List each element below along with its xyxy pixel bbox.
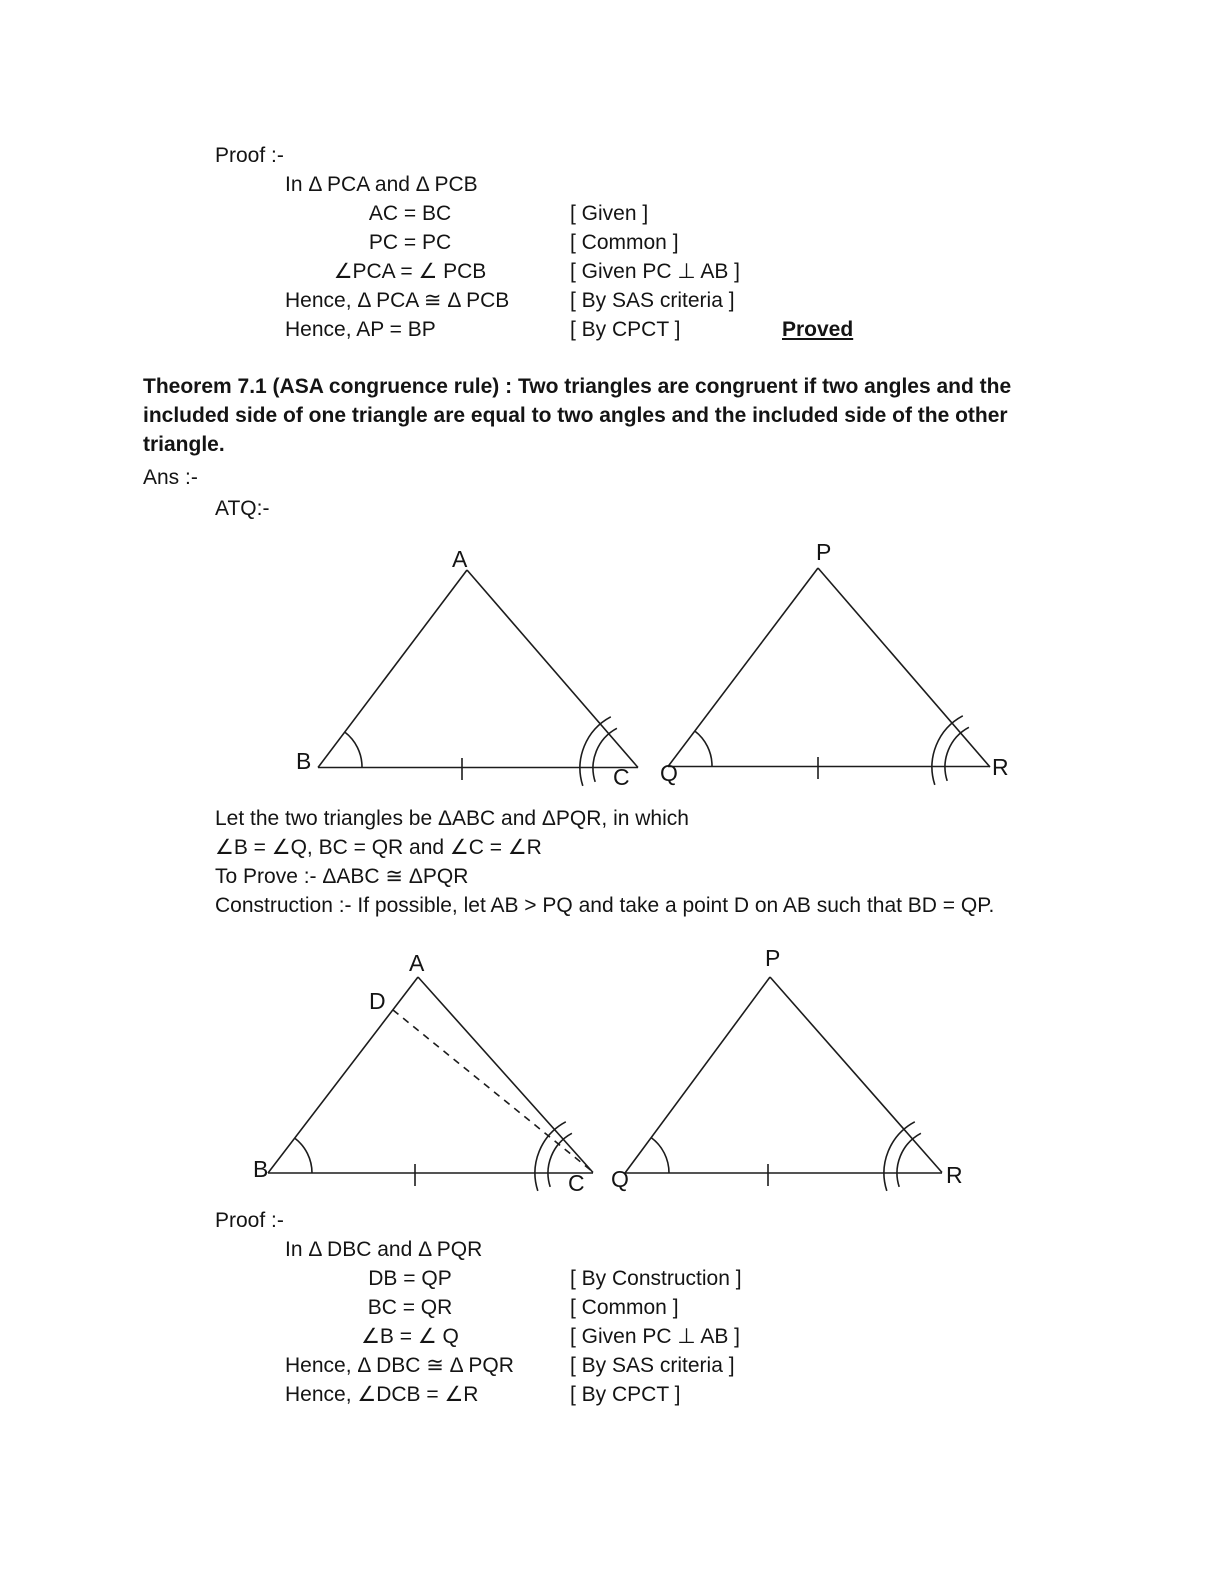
proof-row bbox=[215, 315, 853, 344]
proof-reason: [ Given ] bbox=[570, 202, 649, 225]
side-ba bbox=[318, 570, 467, 768]
proof-section-1 bbox=[215, 141, 853, 344]
side-ac bbox=[467, 570, 638, 768]
statement-line: Let the two triangles be ΔABC and ΔPQR, in which bbox=[215, 807, 689, 830]
proof-row bbox=[215, 199, 853, 228]
proof-statement: ∠B = ∠ Q bbox=[361, 1325, 459, 1348]
side-ba bbox=[268, 977, 418, 1173]
vertex-label-q2: Q bbox=[611, 1166, 629, 1192]
proof-reason: [ Given PC ⊥ AB ] bbox=[570, 260, 741, 283]
angle-arc-r-inner bbox=[945, 727, 969, 781]
angle-arc-b bbox=[345, 732, 362, 767]
vertex-label-b1: B bbox=[296, 748, 312, 774]
vertex-label-r1: R bbox=[992, 754, 1009, 780]
proof-reason: [ By CPCT ] bbox=[570, 318, 681, 341]
side-qp bbox=[625, 977, 770, 1173]
proof-reason: [ Given PC ⊥ AB ] bbox=[570, 1325, 741, 1348]
triangle-diagram-abc-pqr-1 bbox=[0, 530, 1224, 800]
proof-statement: Hence, ∠DCB = ∠R bbox=[285, 1383, 479, 1406]
proof-row bbox=[215, 1322, 782, 1351]
proof-row bbox=[215, 286, 853, 315]
proof-reason: [ By Construction ] bbox=[570, 1267, 742, 1290]
vertex-label-c1: C bbox=[613, 764, 630, 790]
atq-label: ATQ:- bbox=[215, 497, 270, 520]
side-pr bbox=[770, 977, 942, 1173]
proof-statement: ∠PCA = ∠ PCB bbox=[333, 260, 487, 283]
proof-reason: [ Common ] bbox=[570, 231, 679, 254]
side-ac bbox=[418, 977, 593, 1173]
vertex-label-r2: R bbox=[946, 1162, 963, 1188]
answer-label: Ans :- bbox=[143, 466, 198, 489]
proof-intro: In Δ PCA and Δ PCB bbox=[285, 173, 478, 196]
proof-section-2 bbox=[215, 1206, 782, 1409]
proof-row bbox=[215, 1351, 782, 1380]
angle-arc-r-inner bbox=[897, 1133, 921, 1187]
proof-reason: [ By SAS criteria ] bbox=[570, 289, 735, 312]
vertex-label-d2: D bbox=[369, 988, 386, 1014]
side-qp bbox=[668, 568, 818, 767]
proof-statement: DB = QP bbox=[368, 1267, 452, 1290]
angle-arc-q bbox=[651, 1138, 669, 1173]
proof-reason: [ By SAS criteria ] bbox=[570, 1354, 735, 1377]
statement-line: ∠B = ∠Q, BC = QR and ∠C = ∠R bbox=[215, 836, 542, 859]
proof-statement: AC = BC bbox=[368, 202, 452, 225]
angle-arc-b bbox=[295, 1138, 312, 1173]
proof-title: Proof :- bbox=[215, 1209, 284, 1232]
angle-arc-q bbox=[695, 731, 712, 766]
proof-row bbox=[215, 1264, 782, 1293]
side-pr bbox=[818, 568, 990, 767]
vertex-label-p1: P bbox=[816, 539, 832, 565]
proof-row bbox=[215, 1293, 782, 1322]
vertex-label-c2: C bbox=[568, 1170, 585, 1196]
proof-title: Proof :- bbox=[215, 144, 284, 167]
statement-line: To Prove :- ΔABC ≅ ΔPQR bbox=[215, 865, 469, 888]
proof-row bbox=[215, 1380, 782, 1409]
proved-label: Proved bbox=[782, 318, 854, 341]
proof-row bbox=[215, 228, 853, 257]
proof-statement: Hence, Δ DBC ≅ Δ PQR bbox=[285, 1354, 514, 1377]
proof-statement: BC = QR bbox=[367, 1296, 453, 1319]
proof-reason: [ By CPCT ] bbox=[570, 1383, 681, 1406]
vertex-label-q1: Q bbox=[660, 760, 678, 786]
proof-reason: [ Common ] bbox=[570, 1296, 679, 1319]
vertex-label-p2: P bbox=[765, 945, 781, 971]
proof-statement: PC = PC bbox=[368, 231, 452, 254]
proof-statement: Hence, Δ PCA ≅ Δ PCB bbox=[285, 289, 510, 312]
vertex-label-a1: A bbox=[452, 546, 468, 572]
statement-block bbox=[215, 804, 994, 920]
proof-row bbox=[215, 257, 853, 286]
vertex-label-a2: A bbox=[409, 950, 425, 976]
proof-intro: In Δ DBC and Δ PQR bbox=[285, 1238, 483, 1261]
construction-line-dc bbox=[393, 1010, 593, 1172]
statement-line: Construction :- If possible, let AB > PQ and take a point D on AB such that BD = QP. bbox=[215, 894, 995, 917]
proof-statement: Hence, AP = BP bbox=[285, 318, 436, 341]
theorem-text: Theorem 7.1 (ASA congruence rule) : Two triangles are congruent if two angles and the included side of one triangle are equal to two angles and the included side of the other triangle. bbox=[143, 375, 1012, 456]
vertex-label-b2: B bbox=[253, 1156, 269, 1182]
